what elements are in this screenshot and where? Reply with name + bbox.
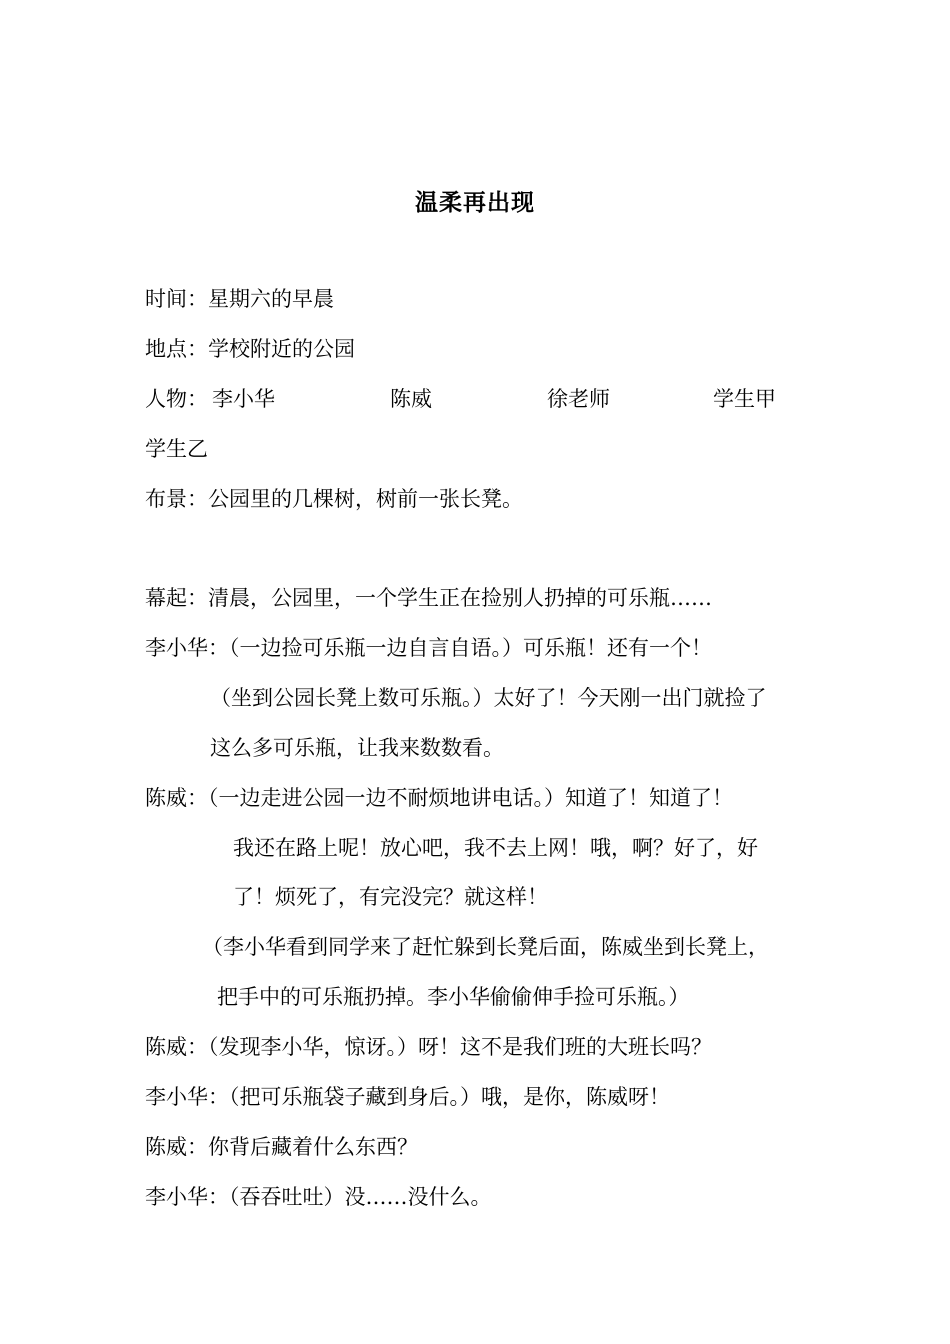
cast-label: 人物：: [145, 387, 208, 411]
cast-member: 陈威: [390, 387, 432, 411]
place-line: 地点：学校附近的公园: [145, 337, 355, 361]
page-title: 温柔再出现: [415, 189, 535, 216]
dialogue-line: 李小华：（一边捡可乐瓶一边自言自语。）可乐瓶！还有一个！: [145, 636, 712, 660]
time-line: 时间：星期六的早晨: [145, 287, 334, 311]
stage-direction: （李小华看到同学来了赶忙躲到长凳后面，陈威坐到长凳上，: [202, 935, 769, 959]
dialogue-line: 这么多可乐瓶，让我来数数看。: [210, 736, 504, 760]
cast-member: 学生甲: [713, 387, 776, 411]
dialogue-line: 陈威：（一边走进公园一边不耐烦地讲电话。）知道了！知道了！: [145, 786, 733, 810]
dialogue-line: （坐到公园长凳上数可乐瓶。）太好了！今天刚一出门就捡了: [210, 686, 767, 710]
dialogue-line: 陈威：（发现李小华，惊讶。）呀！这不是我们班的大班长吗？: [145, 1035, 712, 1059]
dialogue-line: 我还在路上呢！放心吧，我不去上网！哦，啊？好了，好: [233, 836, 758, 860]
dialogue-line: 陈威：你背后藏着什么东西？: [145, 1135, 418, 1159]
dialogue-line: 了！烦死了，有完没完？就这样！: [233, 885, 548, 909]
stage-direction: 把手中的可乐瓶扔掉。李小华偷偷伸手捡可乐瓶。）: [217, 985, 690, 1009]
dialogue-line: 李小华：（吞吞吐吐）没……没什么。: [145, 1185, 492, 1209]
scenery-line: 布景：公园里的几棵树，树前一张长凳。: [145, 487, 523, 511]
cast-member: 学生乙: [145, 437, 208, 461]
dialogue-line: 李小华：（把可乐瓶袋子藏到身后。）哦，是你，陈威呀！: [145, 1085, 670, 1109]
cast-member: 李小华: [212, 387, 275, 411]
curtain-line: 幕起：清晨，公园里，一个学生正在捡别人扔掉的可乐瓶……: [145, 586, 712, 610]
cast-member: 徐老师: [547, 387, 610, 411]
